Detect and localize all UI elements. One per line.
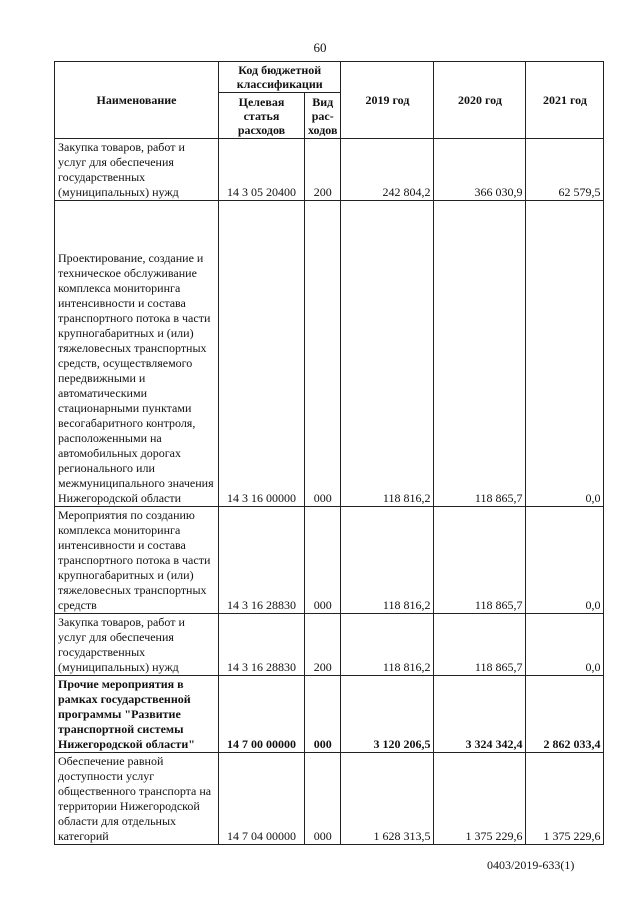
table-row <box>55 507 604 614</box>
header-target-article: Целевая статья расходов <box>219 93 305 139</box>
row-name: Прочие мероприятия в рамках государственной программы "Развитие транспортной системы Нижегородской области" <box>55 676 219 753</box>
row-name: Закупка товаров, работ и услуг для обеспечения государственных (муниципальных) нужд <box>55 139 219 201</box>
table-row <box>55 139 604 201</box>
row-2021: 0,0 <box>526 507 604 614</box>
header-2021: 2021 год <box>526 62 604 139</box>
document-code: 0403/2019-633(1) <box>487 858 575 872</box>
row-2020: 118 865,7 <box>434 201 526 507</box>
header-2020: 2020 год <box>434 62 526 139</box>
row-2020: 118 865,7 <box>434 507 526 614</box>
row-2021: 1 375 229,6 <box>526 753 604 845</box>
row-code: 14 3 16 00000 <box>219 201 305 507</box>
row-2021: 0,0 <box>526 614 604 676</box>
row-expense-type: 000 <box>305 201 341 507</box>
row-name: Закупка товаров, работ и услуг для обеспечения государственных (муниципальных) нужд <box>55 614 219 676</box>
row-2020: 118 865,7 <box>434 614 526 676</box>
row-2019: 3 120 206,5 <box>341 676 434 753</box>
row-code: 14 3 05 20400 <box>219 139 305 201</box>
row-2020: 1 375 229,6 <box>434 753 526 845</box>
row-expense-type: 200 <box>305 614 341 676</box>
header-code-group: Код бюджетной классификации <box>219 62 341 93</box>
row-code: 14 7 00 00000 <box>219 676 305 753</box>
row-code: 14 3 16 28830 <box>219 507 305 614</box>
row-name: Проектирование, создание и техническое обслуживание комплекса мониторинга интенсивности и состава транспортного потока в части крупногабаритных и (или) тяжеловесных транспортных средств, осуществляемого передвижными и автоматическими стационарными пунктами весогабаритного контроля, расположенными на автомобильных дорогах регионального или межмуниципального значения Нижегородской области <box>55 201 219 507</box>
row-2019: 118 816,2 <box>341 507 434 614</box>
row-2019: 118 816,2 <box>341 614 434 676</box>
header-row-1 <box>55 62 604 93</box>
row-expense-type: 000 <box>305 507 341 614</box>
table-row <box>55 614 604 676</box>
row-expense-type: 000 <box>305 753 341 845</box>
row-2019: 1 628 313,5 <box>341 753 434 845</box>
row-2019: 118 816,2 <box>341 201 434 507</box>
row-2021: 2 862 033,4 <box>526 676 604 753</box>
row-2021: 0,0 <box>526 201 604 507</box>
page-number: 60 <box>313 40 327 55</box>
row-name: Обеспечение равной доступности услуг общественного транспорта на территории Нижегородской области для отдельных категорий <box>55 753 219 845</box>
row-expense-type: 000 <box>305 676 341 753</box>
row-expense-type: 200 <box>305 139 341 201</box>
row-2021: 62 579,5 <box>526 139 604 201</box>
header-expense-type: Вид рас-ходов <box>305 93 341 139</box>
row-2020: 3 324 342,4 <box>434 676 526 753</box>
header-name: Наименование <box>55 62 219 139</box>
row-name: Мероприятия по созданию комплекса мониторинга интенсивности и состава транспортного потока в части крупногабаритных и (или) тяжеловесных транспортных средств <box>55 507 219 614</box>
table-row <box>55 676 604 753</box>
row-2019: 242 804,2 <box>341 139 434 201</box>
row-2020: 366 030,9 <box>434 139 526 201</box>
row-code: 14 3 16 28830 <box>219 614 305 676</box>
header-2019: 2019 год <box>341 62 434 139</box>
row-code: 14 7 04 00000 <box>219 753 305 845</box>
budget-table <box>54 61 604 845</box>
table-row <box>55 201 604 507</box>
table-row <box>55 753 604 845</box>
